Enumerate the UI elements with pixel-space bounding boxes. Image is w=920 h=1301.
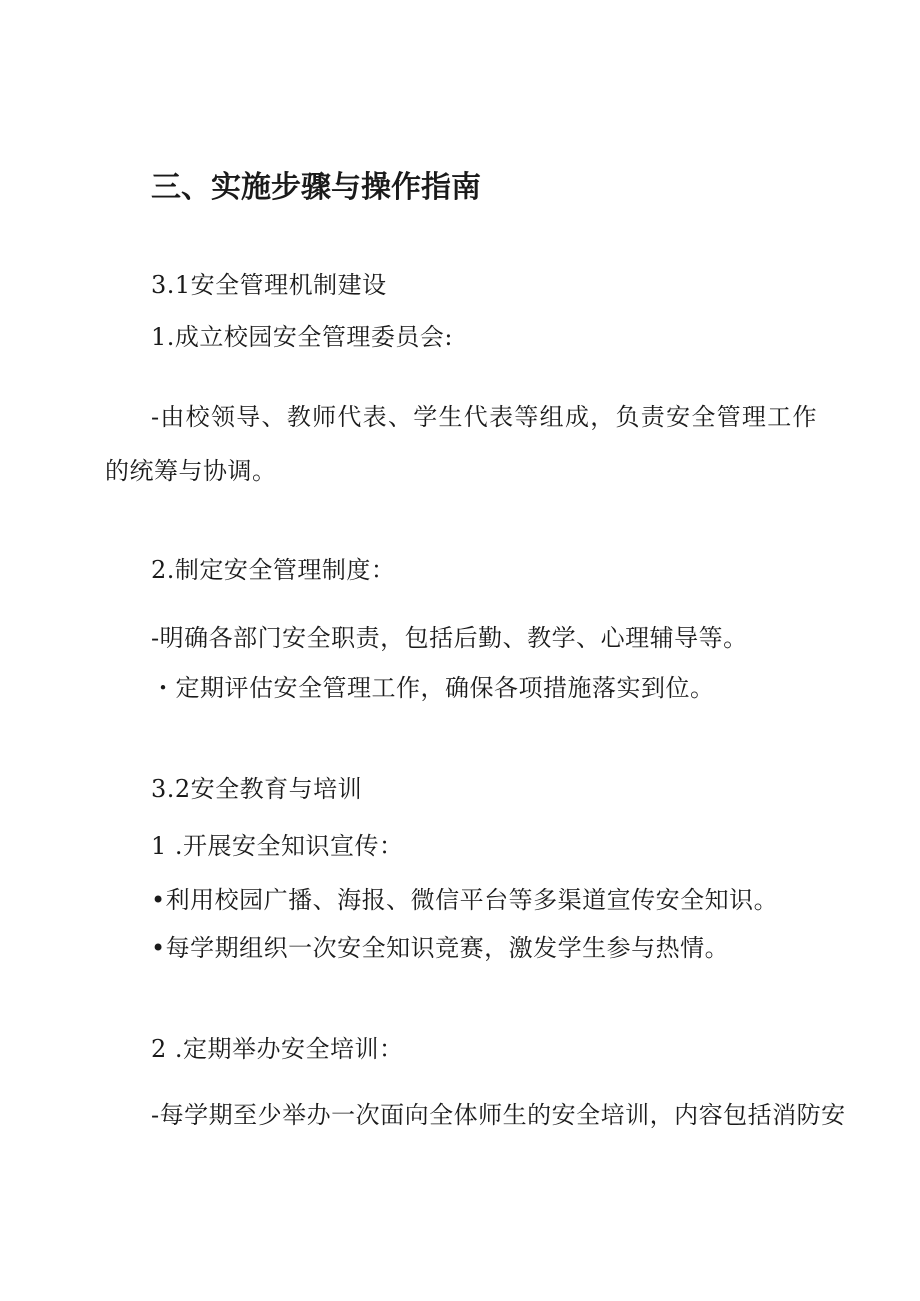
list-item-training-content: -每学期至少举办一次面向全体师生的安全培训，内容包括消防安 [151,1101,846,1129]
subsection-title-3-2: 3.2安全教育与培训 [151,775,363,803]
item-title-safety-publicity: 1 .开展安全知识宣传： [151,832,404,860]
list-item-knowledge-contest: •每学期组织一次安全知识竞赛，激发学生参与热情。 [151,934,730,962]
item-title-establish-committee: 1.成立校园安全管理委员会: [151,323,453,351]
list-item-periodic-evaluation: ・定期评估安全管理工作，确保各项措施落实到位。 [151,674,715,702]
item-title-safety-training: 2 .定期举办安全培训： [151,1035,404,1063]
item-title-formulate-rules: 2.制定安全管理制度： [151,556,396,584]
list-item-department-duties: -明确各部门安全职责，包括后勤、教学、心理辅导等。 [151,624,748,652]
paragraph-committee-composition: -由校领导、教师代表、学生代表等组成，负责安全管理工作的统筹与协调。 [105,403,817,485]
subsection-title-3-1: 3.1安全管理机制建设 [151,271,387,299]
list-item-multichannel-publicity: •利用校园广播、海报、微信平台等多渠道宣传安全知识。 [151,886,779,914]
section-heading: 三、实施步骤与操作指南 [151,170,481,205]
